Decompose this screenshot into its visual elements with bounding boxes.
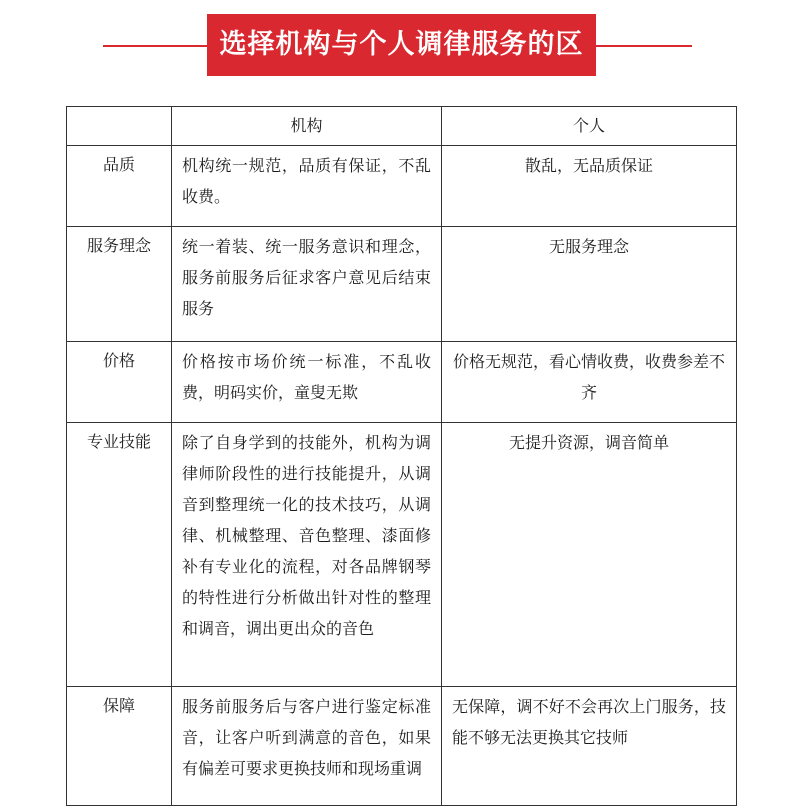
table-row [67, 227, 737, 342]
individual-cell: 价格无规范，看心情收费，收费参差不齐 [442, 342, 737, 423]
org-cell: 机构统一规范，品质有保证，不乱收费。 [172, 146, 442, 227]
row-label: 品质 [67, 146, 172, 227]
title-banner [0, 14, 800, 122]
table-row [67, 342, 737, 423]
title-divider-right [596, 45, 692, 47]
row-label: 价格 [67, 342, 172, 423]
org-cell: 除了自身学到的技能外，机构为调律师阶段性的进行技能提升，从调音到整理统一化的技术技巧，从调律、机械整理、音色整理、漆面修补有专业化的流程，对各品牌钢琴的特性进行分析做出针对性的整理和调音，调出更出众的音色 [172, 423, 442, 687]
org-cell: 统一着装、统一服务意识和理念，服务前服务后征求客户意见后结束服务 [172, 227, 442, 342]
row-label: 专业技能 [67, 423, 172, 687]
page-title: 选择机构与个人调律服务的区别 [207, 14, 596, 76]
individual-cell: 无保障，调不好不会再次上门服务，技能不够无法更换其它技师 [442, 687, 737, 806]
header-cell-org: 机构 [172, 107, 442, 146]
table-row [67, 146, 737, 227]
table-header-row [67, 107, 737, 146]
header-cell-empty [67, 107, 172, 146]
org-cell: 服务前服务后与客户进行鉴定标准音，让客户听到满意的音色，如果有偏差可要求更换技师和现场重调 [172, 687, 442, 806]
header-cell-individual: 个人 [442, 107, 737, 146]
comparison-table [66, 106, 737, 806]
row-label: 保障 [67, 687, 172, 806]
individual-cell: 无服务理念 [442, 227, 737, 342]
individual-cell: 散乱，无品质保证 [442, 146, 737, 227]
individual-cell: 无提升资源，调音简单 [442, 423, 737, 687]
row-label: 服务理念 [67, 227, 172, 342]
table-row [67, 687, 737, 806]
org-cell: 价格按市场价统一标准，不乱收费，明码实价，童叟无欺 [172, 342, 442, 423]
title-divider-left [103, 45, 207, 47]
table-row [67, 423, 737, 687]
